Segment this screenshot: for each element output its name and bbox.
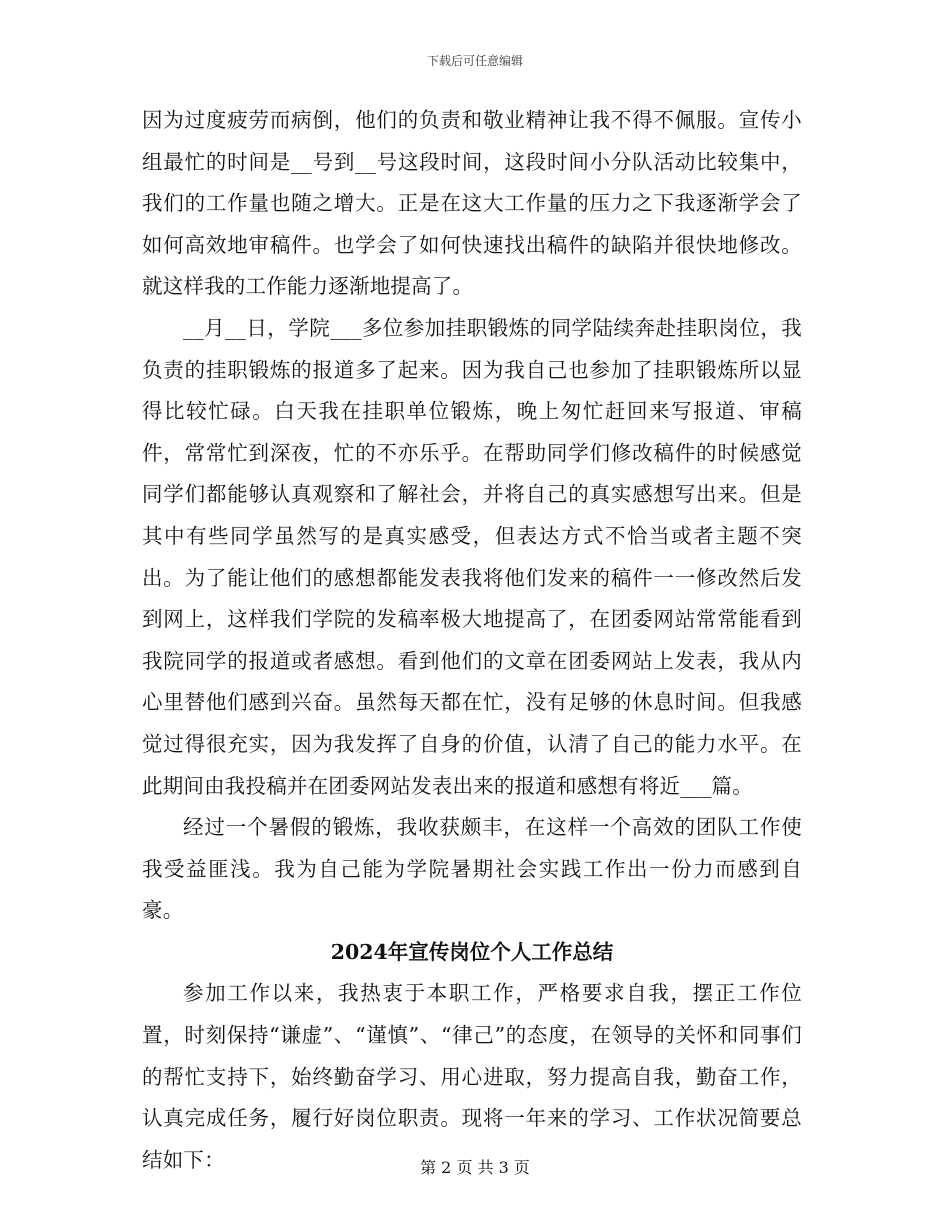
paragraph-4: 参加工作以来，我热衷于本职工作，严格要求自我，摆正工作位置，时刻保持“谦虚”、“谨慎”、“律己”的态度，在领导的关怀和同事们的帮忙支持下，始终勤奋学习、用心进取，努力提高自我，勤奋工作，认真完成任务，履行好岗位职责。现将一年来的学习、工作状况简要总结如下： <box>142 981 802 1172</box>
page-footer: 第 2 页 共 3 页 <box>420 1158 530 1177</box>
document-body <box>142 100 802 1181</box>
paragraph-2: __月__日，学院___多位参加挂职锻炼的同学陆续奔赴挂职岗位，我负责的挂职锻炼的报道多了起来。因为我自己也参加了挂职锻炼所以显得比较忙碌。白天我在挂职单位锻炼，晚上匆忙赶回来写报道、审稿件，常常忙到深夜，忙的不亦乐乎。在帮助同学们修改稿件的时候感觉同学们都能够认真观察和了解社会，并将自己的真实感想写出来。但是其中有些同学虽然写的是真实感受，但表达方式不恰当或者主题不突出。为了能让他们的感想都能发表我将他们发来的稿件一一修改然后发到网上，这样我们学院的发稿率极大地提高了，在团委网站常常能看到我院同学的报道或者感想。看到他们的文章在团委网站上发表，我从内心里替他们感到兴奋。虽然每天都在忙，没有足够的休息时间。但我感觉过得很充实，因为我发挥了自身的价值，认清了自己的能力水平。在此期间由我投稿并在团委网站发表出来的报道和感想有将近___篇。 <box>142 315 802 798</box>
section-title: 2024年宣传岗位个人工作总结 <box>330 939 614 964</box>
paragraph-1: 因为过度疲劳而病倒，他们的负责和敬业精神让我不得不佩服。宣传小组最忙的时间是__号到__号这段时间，这段时间小分队活动比较集中，我们的工作量也随之增大。正是在这大工作量的压力之下我逐渐学会了如何高效地审稿件。也学会了如何快速找出稿件的缺陷并很快地修改。就这样我的工作能力逐渐地提高了。 <box>142 108 802 299</box>
page-header: 下载后可任意编辑 <box>426 54 523 68</box>
paragraph-3: 经过一个暑假的锻炼，我收获颇丰，在这样一个高效的团队工作使我受益匪浅。我为自己能为学院暑期社会实践工作出一份力而感到自豪。 <box>142 815 802 923</box>
